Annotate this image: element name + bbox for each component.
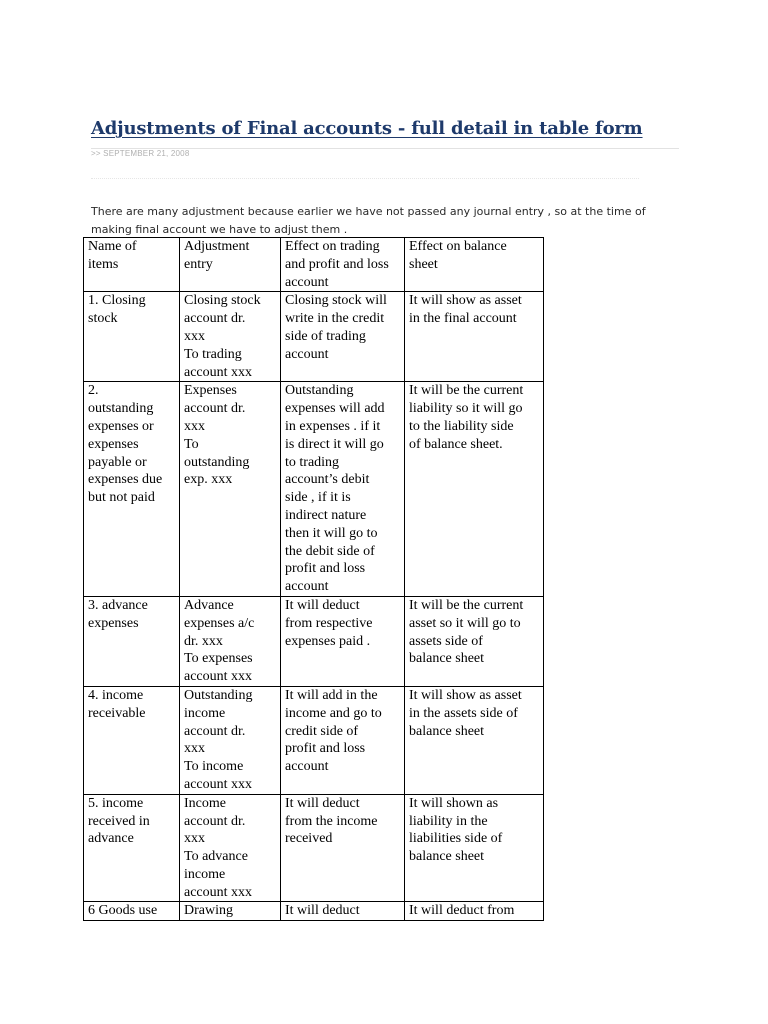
cell-line: To advance [184, 849, 248, 865]
cell-line: It will be the current [409, 383, 524, 399]
cell-line: expenses paid . [285, 633, 371, 649]
cell-line: 5. income [88, 795, 144, 811]
cell-line: Outstanding [184, 687, 253, 703]
cell-adjustment-entry [180, 794, 281, 902]
cell-balance-sheet-effect [405, 596, 544, 686]
cell-line: Expenses [184, 383, 237, 399]
intro-line-1: There are many adjustment because earlier we have not passed any journal entry , so at the time of [91, 205, 646, 218]
cell-line: account xxx [184, 776, 253, 792]
cell-balance-sheet-effect [405, 902, 544, 921]
cell-adjustment-entry [180, 382, 281, 597]
cell-line: To income [184, 759, 244, 775]
cell-line: account xxx [184, 884, 253, 900]
cell-line: It will show as asset [409, 687, 522, 703]
table-row [84, 794, 544, 902]
cell-adjustment-entry [180, 686, 281, 794]
cell-line: income and go to [285, 705, 382, 721]
cell-line: account [285, 579, 329, 595]
cell-item-name [84, 382, 180, 597]
cell-line: receivable [88, 705, 146, 721]
cell-balance-sheet-effect [405, 382, 544, 597]
cell-line: balance sheet [409, 651, 485, 667]
cell-line: account xxx [184, 669, 253, 685]
header-line: items [88, 256, 119, 272]
cell-trading-effect [281, 902, 405, 921]
header-name-of-items [84, 238, 180, 292]
cell-trading-effect [281, 596, 405, 686]
cell-line: account dr. [184, 311, 246, 327]
cell-line: account dr. [184, 813, 246, 829]
cell-line: 4. income [88, 687, 144, 703]
cell-item-name [84, 686, 180, 794]
cell-line: account dr. [184, 401, 246, 417]
cell-line: account’s debit [285, 472, 370, 488]
cell-line: expenses or [88, 418, 154, 434]
cell-line: then it will go to [285, 525, 378, 541]
cell-line: 6 Goods use [88, 903, 158, 919]
cell-line: from respective [285, 615, 373, 631]
cell-line: balance sheet [409, 849, 485, 865]
cell-line: 2. [88, 383, 99, 399]
cell-line: exp. xxx [184, 472, 233, 488]
cell-line: expenses due [88, 472, 163, 488]
cell-line: account xxx [184, 364, 253, 380]
cell-line: outstanding [88, 401, 154, 417]
cell-balance-sheet-effect [405, 686, 544, 794]
cell-line: xxx [184, 831, 205, 847]
cell-adjustment-entry [180, 902, 281, 921]
header-line: account [285, 274, 329, 290]
cell-line: To [184, 436, 199, 452]
cell-line: asset so it will go to [409, 615, 521, 631]
table-header-row [84, 238, 544, 292]
cell-line: credit side of [285, 723, 359, 739]
cell-item-name [84, 292, 180, 382]
cell-line: side , if it is [285, 490, 351, 506]
cell-line: income [184, 866, 226, 882]
adjustments-table-body [84, 238, 544, 921]
header-line: Adjustment [184, 239, 250, 254]
header-line: Effect on balance [409, 239, 507, 254]
header-adjustment-entry [180, 238, 281, 292]
cell-line: the debit side of [285, 543, 375, 559]
cell-line: expenses will add [285, 401, 385, 417]
cell-line: expenses a/c [184, 615, 255, 631]
cell-line: advance [88, 831, 134, 847]
cell-line: account dr. [184, 723, 246, 739]
intro-paragraph [91, 203, 691, 239]
cell-line: It will deduct [285, 597, 360, 613]
header-effect-on-balance-sheet [405, 238, 544, 292]
post-title-link[interactable]: Adjustments of Final accounts - full detail in table form [91, 118, 643, 139]
cell-line: It will be the current [409, 597, 524, 613]
header-line: sheet [409, 256, 438, 272]
cell-line: It will deduct [285, 903, 360, 919]
header-effect-on-trading [281, 238, 405, 292]
cell-line: To expenses [184, 651, 253, 667]
cell-line: income [184, 705, 226, 721]
cell-line: to trading [285, 454, 340, 470]
cell-line: Drawing [184, 903, 233, 919]
cell-balance-sheet-effect [405, 794, 544, 902]
cell-line: It will show as asset [409, 293, 522, 309]
header-line: Name of [88, 239, 137, 254]
cell-line: dr. xxx [184, 633, 223, 649]
cell-line: Closing stock will [285, 293, 387, 309]
cell-line: stock [88, 311, 118, 327]
cell-line: liabilities side of [409, 831, 503, 847]
cell-line: outstanding [184, 454, 250, 470]
cell-line: side of trading [285, 328, 366, 344]
table-row [84, 596, 544, 686]
cell-line: to the liability side [409, 418, 514, 434]
cell-line: profit and loss [285, 741, 366, 757]
table-row [84, 292, 544, 382]
cell-line: payable or [88, 454, 147, 470]
cell-line: is direct it will go [285, 436, 384, 452]
header-line: Effect on trading [285, 239, 380, 254]
intro-line-2: making final account we have to adjust them . [91, 223, 348, 236]
cell-adjustment-entry [180, 292, 281, 382]
cell-line: in the assets side of [409, 705, 518, 721]
cell-line: assets side of [409, 633, 483, 649]
header-line: and profit and loss [285, 256, 389, 272]
cell-adjustment-entry [180, 596, 281, 686]
cell-line: liability so it will go [409, 401, 523, 417]
cell-line: It will deduct [285, 795, 360, 811]
cell-item-name [84, 794, 180, 902]
cell-line: received in [88, 813, 150, 829]
cell-item-name [84, 596, 180, 686]
cell-line: in expenses . if it [285, 418, 381, 434]
cell-line: liability in the [409, 813, 488, 829]
post-date: >> SEPTEMBER 21, 2008 [91, 149, 190, 158]
cell-line: balance sheet [409, 723, 485, 739]
cell-line: xxx [184, 328, 205, 344]
cell-line: 3. advance [88, 597, 148, 613]
cell-line: To trading [184, 346, 242, 362]
cell-line: from the income [285, 813, 378, 829]
cell-line: xxx [184, 418, 205, 434]
cell-line: of balance sheet. [409, 436, 503, 452]
cell-line: Closing stock [184, 293, 261, 309]
cell-line: but not paid [88, 490, 155, 506]
cell-line: Income [184, 795, 226, 811]
cell-line: in the final account [409, 311, 517, 327]
cell-line: write in the credit [285, 311, 385, 327]
cell-line: It will add in the [285, 687, 378, 703]
cell-line: expenses [88, 436, 139, 452]
table-row [84, 902, 544, 921]
cell-line: profit and loss [285, 561, 366, 577]
date-divider [91, 178, 639, 179]
adjustments-table [83, 237, 544, 921]
cell-line: 1. Closing [88, 293, 146, 309]
cell-trading-effect [281, 382, 405, 597]
cell-line: It will shown as [409, 795, 499, 811]
cell-line: Outstanding [285, 383, 354, 399]
cell-line: account [285, 759, 329, 775]
table-row [84, 382, 544, 597]
cell-line: account [285, 346, 329, 362]
cell-line: received [285, 831, 333, 847]
cell-trading-effect [281, 794, 405, 902]
cell-balance-sheet-effect [405, 292, 544, 382]
cell-item-name [84, 902, 180, 921]
cell-line: Advance [184, 597, 234, 613]
cell-trading-effect [281, 292, 405, 382]
cell-trading-effect [281, 686, 405, 794]
cell-line: expenses [88, 615, 139, 631]
cell-line: indirect nature [285, 507, 367, 523]
header-line: entry [184, 256, 213, 272]
cell-line: xxx [184, 741, 205, 757]
table-row [84, 686, 544, 794]
cell-line: It will deduct from [409, 903, 515, 919]
